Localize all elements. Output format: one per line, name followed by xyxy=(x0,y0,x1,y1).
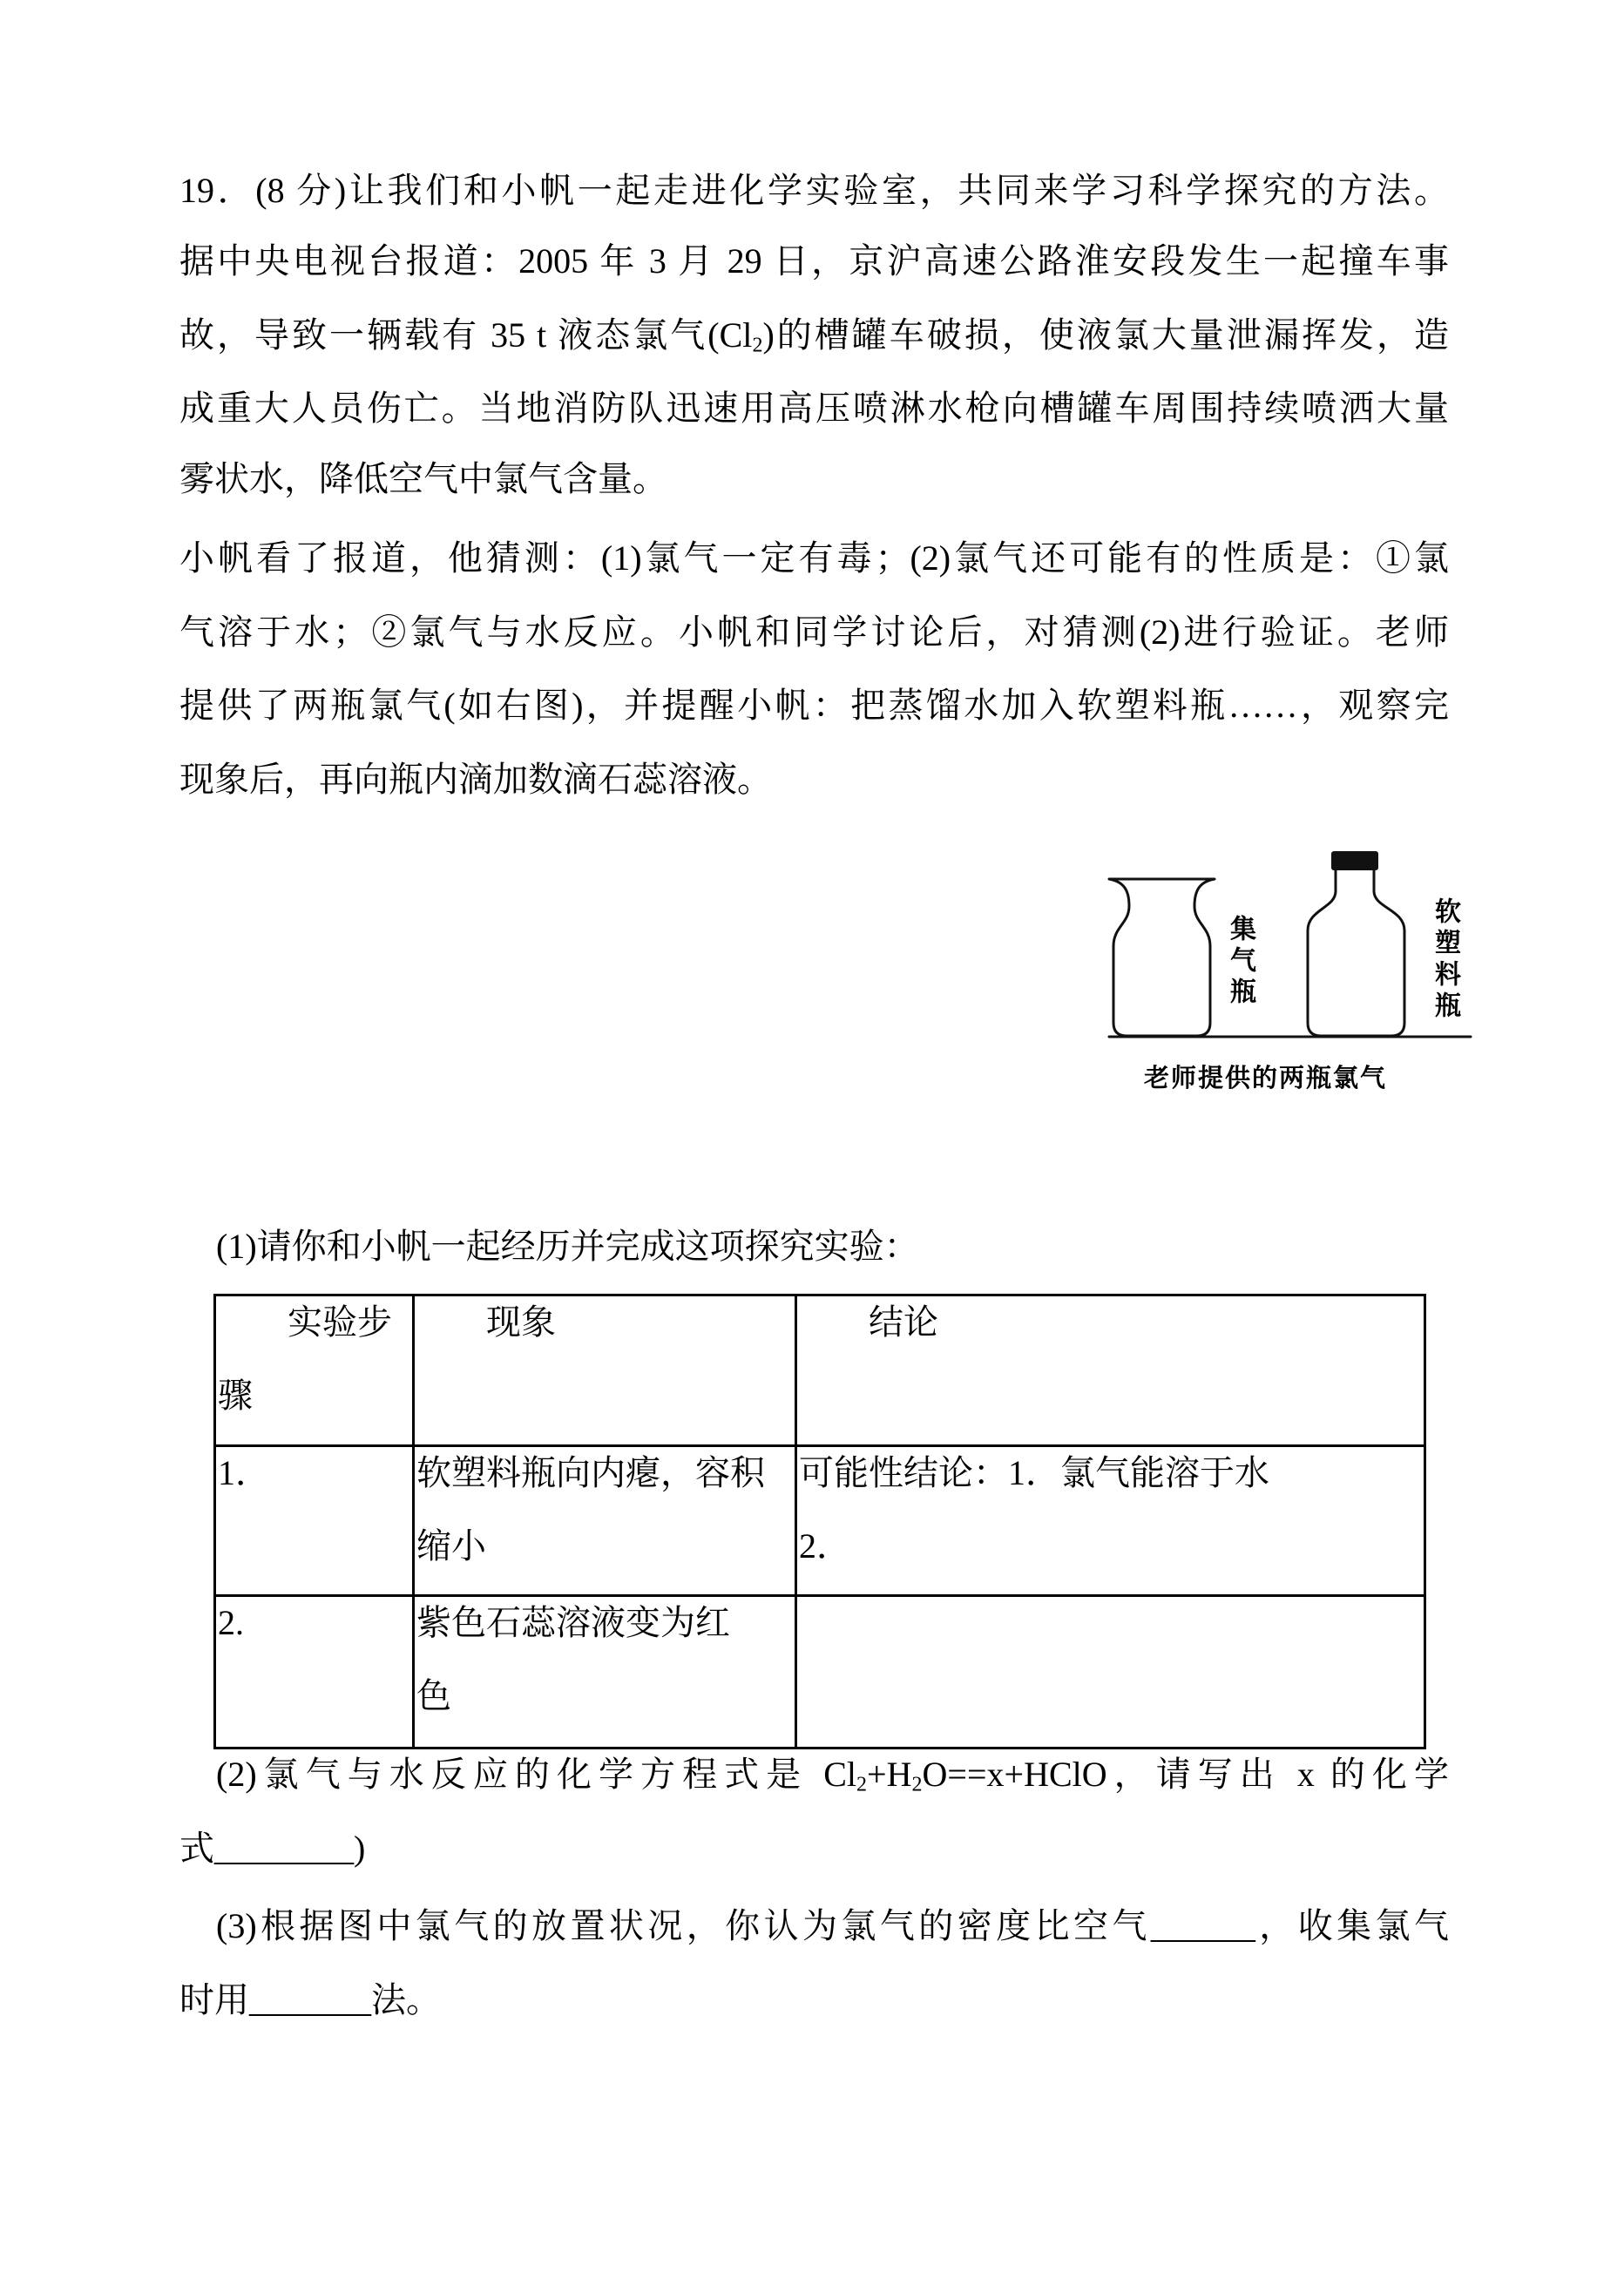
conclusion-cell xyxy=(796,1596,1425,1748)
conclusion-line: 2． xyxy=(799,1526,851,1566)
soft-plastic-bottle-drawing xyxy=(1308,870,1404,1036)
step-cell xyxy=(215,1446,414,1596)
news-line-1: 据中央电视台报道：2005 年 3 月 29 日，京沪高速公路淮安段发生一起撞车事 xyxy=(179,241,1449,281)
part-2-text: +H xyxy=(867,1755,912,1794)
table-row xyxy=(215,1596,1425,1748)
question-header: 19．(8 分)让我们和小帆一起走进化学实验室，共同来学习科学探究的方法。 xyxy=(179,171,1449,210)
part-3-line-1: (3)根据图中氯气的放置状况，你认为氯气的密度比空气______，收集氯气 xyxy=(216,1906,1449,1945)
phenomenon-cell xyxy=(414,1596,796,1748)
hypothesis-line-4: 现象后，再向瓶内滴加数滴石蕊溶液。 xyxy=(179,760,772,799)
soft-bottle-label: 软塑料瓶 xyxy=(1430,897,1460,1023)
part-2-text: (2)氯气与水反应的化学方程式是 Cl xyxy=(216,1755,857,1794)
chlorine-bottles-figure xyxy=(1101,836,1485,1063)
header-step: 实验步骤 xyxy=(218,1302,392,1415)
phenomenon-cell xyxy=(414,1446,796,1596)
news-text: )的槽罐车破损，使液氯大量泄漏挥发，造 xyxy=(762,315,1449,355)
hypothesis-line-3: 提供了两瓶氯气(如右图)，并提醒小帆：把蒸馏水加入软塑料瓶……，观察完 xyxy=(179,686,1449,725)
hypothesis-line-1: 小帆看了报道，他猜测：(1)氯气一定有毒；(2)氯气还可能有的性质是：①氯 xyxy=(179,538,1449,578)
experiment-table xyxy=(213,1294,1426,1749)
table-header-row xyxy=(215,1295,1425,1446)
part-1-prompt: (1)请你和小帆一起经历并完成这项探究实验： xyxy=(216,1227,919,1266)
hypothesis-line-2: 气溶于水；②氯气与水反应。小帆和同学讨论后，对猜测(2)进行验证。老师 xyxy=(179,612,1449,652)
news-line-4: 雾状水，降低空气中氯气含量。 xyxy=(179,459,667,498)
phenomenon-text: 紫色石蕊溶液变为红色 xyxy=(416,1603,730,1715)
part-2-line-1 xyxy=(216,1753,1449,1796)
hydrogen-subscript: 2 xyxy=(911,1773,923,1796)
chlorine-subscript: 2 xyxy=(856,1773,868,1796)
part-3-line-2: 时用_______法。 xyxy=(179,1980,441,2019)
news-line-3: 成重大人员伤亡。当地消防队迅速用高压喷淋水枪向槽罐车周围持续喷洒大量 xyxy=(179,389,1449,428)
header-cell-step xyxy=(215,1295,414,1446)
phenomenon-text: 软塑料瓶向内瘪，容积缩小 xyxy=(416,1453,765,1566)
part-2-text: O==x+HClO，请写出 x 的化学 xyxy=(922,1755,1449,1794)
step-number: 1． xyxy=(218,1453,270,1492)
part-2-line-2: 式________) xyxy=(179,1829,366,1868)
header-conclusion: 结论 xyxy=(869,1302,938,1342)
step-cell xyxy=(215,1596,414,1748)
step-number: 2. xyxy=(218,1603,244,1642)
gas-jar-label: 集气瓶 xyxy=(1225,915,1255,1009)
news-line-2 xyxy=(179,314,1449,357)
table-row xyxy=(215,1446,1425,1596)
chlorine-subscript: 2 xyxy=(752,334,763,357)
conclusion-line: 可能性结论：1．氯气能溶于水 xyxy=(799,1453,1269,1492)
header-phenomenon: 现象 xyxy=(486,1302,556,1342)
gas-jar-drawing xyxy=(1109,879,1215,1036)
header-cell-phenomenon xyxy=(414,1295,796,1446)
figure-caption: 老师提供的两瓶氯气 xyxy=(1144,1063,1388,1092)
conclusion-block xyxy=(799,1437,1422,1583)
header-cell-conclusion xyxy=(796,1295,1425,1446)
conclusion-cell xyxy=(796,1446,1425,1596)
bottle-cap xyxy=(1331,851,1378,870)
news-text: 故，导致一辆载有 35 t 液态氯气(Cl xyxy=(179,315,753,355)
